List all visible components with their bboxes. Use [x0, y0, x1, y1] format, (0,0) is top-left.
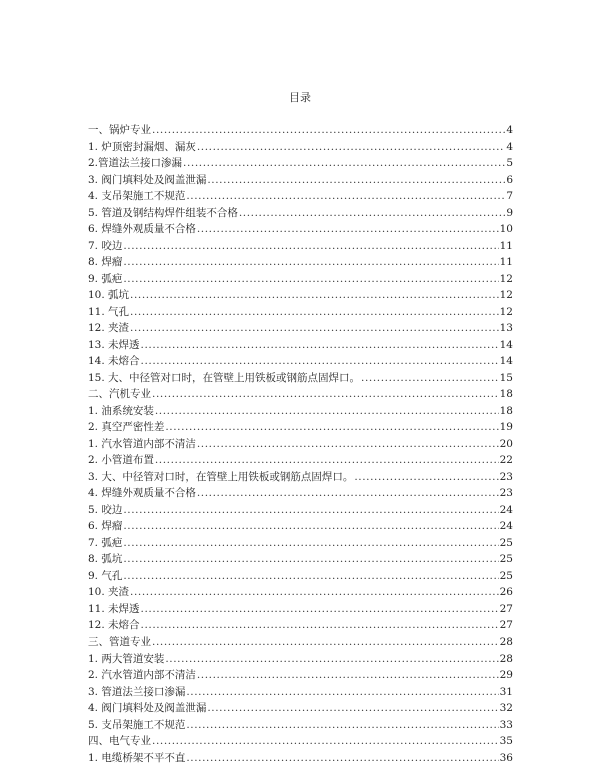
toc-dot-leader: [130, 584, 499, 601]
toc-entry-title: 2.管道法兰接口渗漏: [88, 157, 183, 170]
toc-entry-page: 12: [499, 272, 513, 285]
toc-entry[interactable]: [88, 370, 513, 387]
toc-entry-page: 9: [506, 206, 513, 219]
toc-entry-title: 14. 未熔合: [88, 355, 140, 368]
toc-dot-leader: [197, 436, 499, 453]
toc-entry-title: 7. 弧疤: [88, 536, 123, 549]
toc-entry[interactable]: [88, 469, 513, 486]
toc-entry-page: 4: [506, 140, 513, 153]
toc-entry[interactable]: [88, 634, 513, 651]
toc-entry[interactable]: [88, 205, 513, 222]
toc-dot-leader: [186, 188, 505, 205]
toc-dot-leader: [155, 403, 499, 420]
toc-dot-leader: [141, 337, 499, 354]
toc-entry-page: 11: [499, 256, 513, 269]
toc-entry-title: 7. 咬边: [88, 239, 123, 252]
toc-entry-page: 12: [499, 289, 513, 302]
toc-entry-page: 19: [499, 421, 513, 434]
toc-entry[interactable]: [88, 684, 513, 701]
toc-dot-leader: [186, 717, 498, 734]
toc-entry-title: 4. 焊缝外观质量不合格: [88, 487, 196, 500]
toc-entry-title: 11. 未焊透: [88, 602, 140, 615]
toc-entry-title: 5. 咬边: [88, 503, 123, 516]
toc-dot-leader: [123, 238, 498, 255]
toc-entry-title: 8. 弧坑: [88, 553, 123, 566]
toc-dot-leader: [152, 634, 499, 651]
toc-dot-leader: [197, 139, 505, 156]
toc-entry[interactable]: [88, 733, 513, 750]
toc-entry[interactable]: [88, 452, 513, 469]
toc-dot-leader: [141, 353, 499, 370]
toc-entry-title: 3. 管道法兰接口渗漏: [88, 685, 186, 698]
toc-dot-leader: [123, 535, 498, 552]
toc-entry-page: 14: [499, 338, 513, 351]
toc-entry-page: 10: [499, 223, 513, 236]
toc-dot-leader: [152, 733, 499, 750]
toc-entry-title: 15. 大、中径管对口时，在管壁上用铁板或钢筋点固焊口。: [88, 371, 361, 384]
toc-dot-leader: [141, 601, 499, 618]
toc-entry-page: 11: [499, 239, 513, 252]
toc-entry[interactable]: [88, 535, 513, 552]
toc-entry-page: 28: [499, 652, 513, 665]
toc-entry-title: 11. 气孔: [88, 305, 130, 318]
toc-entry[interactable]: [88, 601, 513, 618]
toc-entry-page: 6: [506, 173, 513, 186]
toc-entry-title: 四、电气专业: [88, 735, 151, 748]
toc-entry[interactable]: [88, 188, 513, 205]
toc-entry-title: 1. 电缆桥架不平不直: [88, 751, 186, 764]
toc-entry[interactable]: [88, 320, 513, 337]
toc-entry-title: 一、锅炉专业: [88, 124, 151, 136]
toc-entry-page: 18: [499, 388, 513, 401]
toc-entry-page: 25: [499, 553, 513, 566]
toc-entry[interactable]: [88, 700, 513, 717]
toc-entry-title: 1. 汽水管道内部不清洁: [88, 437, 196, 450]
toc-entry-title: 5. 支吊架施工不规范: [88, 718, 186, 731]
toc-entry-page: 31: [499, 685, 513, 698]
toc-dot-leader: [123, 271, 498, 288]
toc-entry-page: 28: [499, 635, 513, 648]
toc-entry-page: 32: [499, 702, 513, 715]
toc-dot-leader: [354, 469, 498, 486]
toc-entry[interactable]: [88, 386, 513, 403]
toc-entry[interactable]: [88, 485, 513, 502]
toc-entry-title: 12. 夹渣: [88, 322, 130, 335]
toc-entry-title: 1. 两大管道安装: [88, 652, 165, 665]
toc-dot-leader: [152, 122, 505, 139]
toc-entry-title: 8. 焊瘤: [88, 256, 123, 269]
toc-entry-title: 2. 真空严密性差: [88, 421, 165, 434]
toc-entry-page: 15: [499, 371, 513, 384]
toc-entry[interactable]: [88, 403, 513, 420]
toc-entry[interactable]: [88, 551, 513, 568]
toc-entry[interactable]: [88, 271, 513, 288]
toc-dot-leader: [197, 667, 499, 684]
toc-entry-page: 20: [499, 437, 513, 450]
toc-entry-title: 12. 未熔合: [88, 619, 140, 632]
toc-entry[interactable]: [88, 617, 513, 634]
toc-entry[interactable]: [88, 172, 513, 189]
toc-entry-page: 4: [506, 124, 513, 136]
toc-entry-title: 10. 夹渣: [88, 586, 130, 599]
toc-dot-leader: [197, 221, 499, 238]
toc-entry[interactable]: [88, 518, 513, 535]
toc-entry-page: 18: [499, 404, 513, 417]
toc-entry-page: 36: [499, 751, 513, 764]
toc-entry-title: 6. 焊瘤: [88, 520, 123, 533]
toc-entry-title: 4. 支吊架施工不规范: [88, 190, 186, 203]
toc-entry[interactable]: [88, 651, 513, 668]
toc-entry[interactable]: [88, 502, 513, 519]
toc-entry-title: 1. 油系统安装: [88, 404, 154, 417]
toc-dot-leader: [186, 684, 498, 701]
toc-entry-page: 25: [499, 536, 513, 549]
toc-dot-leader: [155, 452, 499, 469]
toc-entry-title: 10. 弧坑: [88, 289, 130, 302]
toc-dot-leader: [207, 172, 505, 189]
toc-entry[interactable]: [88, 122, 513, 139]
toc-dot-leader: [130, 304, 499, 321]
toc-entry-title: 二、汽机专业: [88, 388, 151, 401]
toc-entry-title: 6. 焊缝外观质量不合格: [88, 223, 196, 236]
toc-dot-leader: [239, 205, 505, 222]
toc-title: 目录: [289, 91, 311, 104]
toc-entry[interactable]: [88, 139, 513, 156]
toc-entry[interactable]: [88, 568, 513, 585]
toc-dot-leader: [123, 518, 498, 535]
toc-entry-page: 27: [499, 619, 513, 632]
toc-entry[interactable]: [88, 419, 513, 436]
toc-dot-leader: [197, 485, 499, 502]
toc-list: [88, 122, 513, 766]
toc-entry[interactable]: [88, 667, 513, 684]
toc-entry-page: 12: [499, 305, 513, 318]
toc-entry-page: 27: [499, 602, 513, 615]
toc-entry[interactable]: [88, 254, 513, 271]
toc-entry[interactable]: [88, 337, 513, 354]
toc-dot-leader: [152, 386, 499, 403]
toc-entry-title: 9. 弧疤: [88, 272, 123, 285]
toc-entry[interactable]: [88, 287, 513, 304]
toc-dot-leader: [130, 320, 499, 337]
toc-entry[interactable]: [88, 304, 513, 321]
toc-dot-leader: [141, 617, 499, 634]
toc-entry-title: 5. 管道及钢结构焊件组装不合格: [88, 206, 238, 219]
toc-dot-leader: [123, 254, 498, 271]
toc-dot-leader: [123, 568, 498, 585]
toc-entry[interactable]: [88, 436, 513, 453]
toc-entry-page: 5: [506, 157, 513, 170]
toc-entry-page: 24: [499, 520, 513, 533]
toc-entry-page: 35: [499, 735, 513, 748]
toc-entry-page: 26: [499, 586, 513, 599]
toc-entry-page: 23: [499, 487, 513, 500]
toc-entry-page: 7: [506, 190, 513, 203]
toc-entry-title: 13. 未焊透: [88, 338, 140, 351]
toc-entry-title: 9. 气孔: [88, 569, 123, 582]
toc-dot-leader: [123, 502, 498, 519]
toc-dot-leader: [183, 155, 505, 172]
toc-dot-leader: [361, 370, 499, 387]
toc-entry-title: 3. 阀门填料处及阀盖泄漏: [88, 173, 207, 186]
toc-entry-title: 2. 汽水管道内部不清洁: [88, 669, 196, 682]
toc-dot-leader: [165, 419, 498, 436]
toc-entry-title: 4. 阀门填料处及阀盖泄漏: [88, 702, 207, 715]
toc-dot-leader: [186, 750, 498, 767]
toc-entry-title: 3. 大、中径管对口时，在管壁上用铁板或钢筋点固焊口。: [88, 470, 354, 483]
toc-entry[interactable]: [88, 584, 513, 601]
toc-entry-page: 13: [499, 322, 513, 335]
toc-entry[interactable]: [88, 750, 513, 767]
toc-entry-page: 22: [499, 454, 513, 467]
toc-entry-page: 14: [499, 355, 513, 368]
toc-entry-page: 33: [499, 718, 513, 731]
toc-entry-title: 1. 炉顶密封漏烟、漏灰: [88, 140, 196, 153]
toc-entry-title: 三、管道专业: [88, 635, 151, 648]
toc-entry-page: 25: [499, 569, 513, 582]
toc-dot-leader: [123, 551, 498, 568]
toc-dot-leader: [130, 287, 499, 304]
toc-entry[interactable]: [88, 353, 513, 370]
toc-entry[interactable]: [88, 717, 513, 734]
toc-entry-title: 2. 小管道布置: [88, 454, 154, 467]
toc-entry[interactable]: [88, 155, 513, 172]
toc-entry[interactable]: [88, 238, 513, 255]
toc-entry-page: 29: [499, 669, 513, 682]
toc-entry-page: 24: [499, 503, 513, 516]
toc-dot-leader: [165, 651, 498, 668]
toc-dot-leader: [207, 700, 498, 717]
toc-entry[interactable]: [88, 221, 513, 238]
toc-entry-page: 23: [499, 470, 513, 483]
